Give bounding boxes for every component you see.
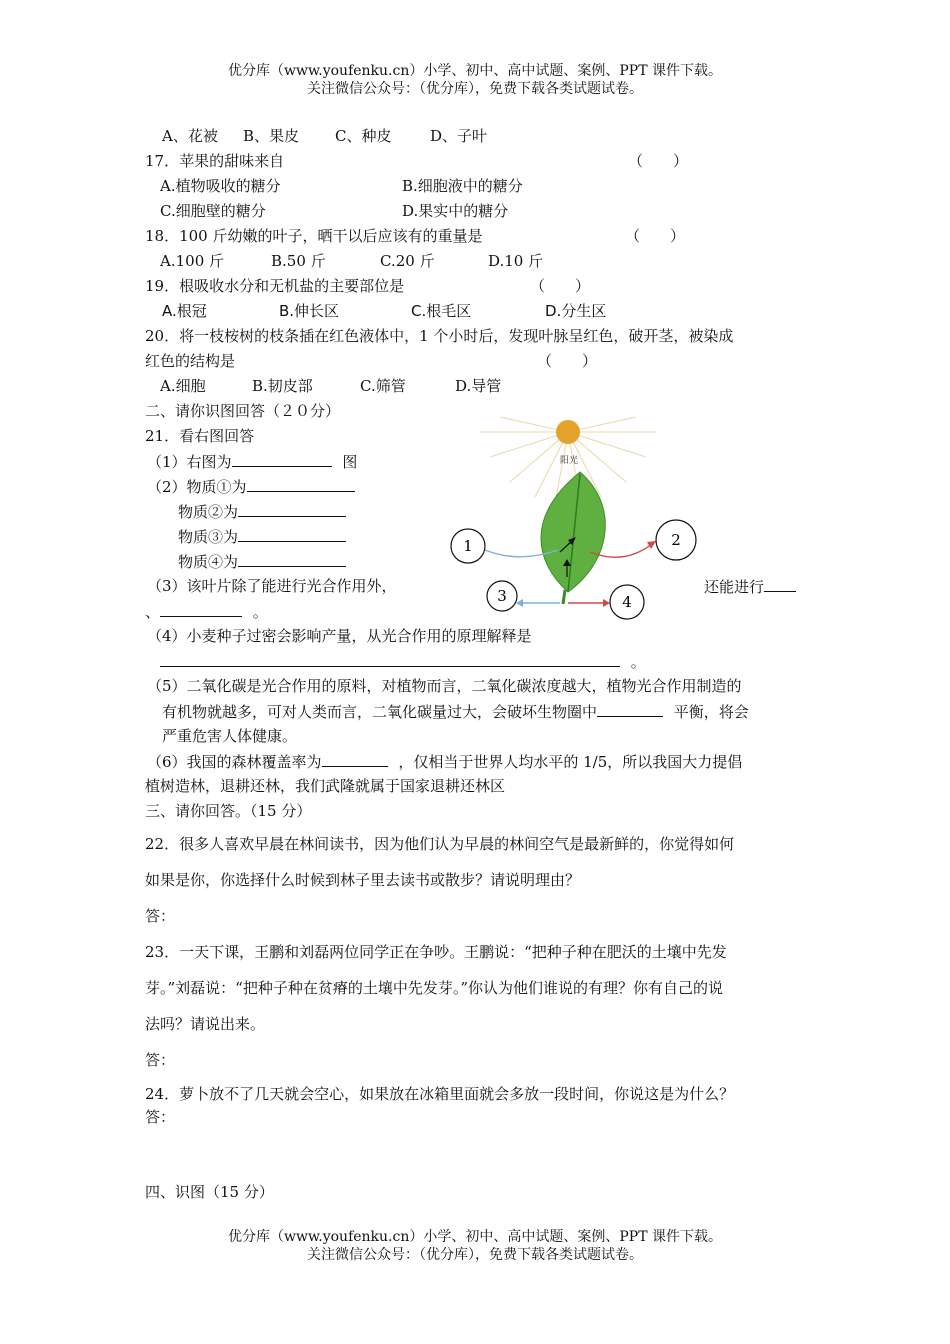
leaf-diagram (440, 412, 700, 622)
footer-line-1: 优分库（www.youfenku.cn）小学、初中、高中试题、案例、PPT 课件下载。 (227, 1229, 722, 1245)
q17-option-a: A.植物吸收的糖分 (160, 177, 281, 195)
q18-option-c: C.20 斤 (380, 252, 435, 270)
label-2: 2 (671, 531, 681, 549)
q21-part5-blank[interactable] (597, 701, 663, 717)
q19-option-b: B.伸长区 (279, 302, 340, 320)
q21-part1-suffix: 图 (342, 453, 358, 471)
q21-part2-a-label: （2）物质①为 (147, 478, 247, 496)
section-3-title: 三、请你回答。（15 分） (145, 802, 312, 820)
q21-part6-line1 (147, 751, 742, 772)
q21-part1-prefix: （1）右图为 (147, 453, 232, 471)
q21-part2-b-label: 物质②为 (178, 503, 239, 521)
arrow-3-head (516, 599, 523, 607)
q16-option-b: B、果皮 (243, 127, 300, 145)
label-4: 4 (622, 593, 632, 611)
q21-part5-line1: （5）二氧化碳是光合作用的原料，对植物而言，二氧化碳浓度越大，植物光合作用制造的 (147, 677, 742, 695)
q17-option-c: C.细胞壁的糖分 (160, 202, 266, 220)
q19-answer-paren: （ ） (530, 277, 591, 295)
q21-part3-cont (145, 601, 268, 622)
q21-part2-c-label: 物质③为 (178, 528, 239, 546)
q19-option-c: C.根毛区 (411, 302, 472, 320)
q21-part6-suffix: ，仅相当于世界人均水平的 1/5，所以我国大力提倡 (398, 753, 743, 771)
q19-option-a: A.根冠 (162, 302, 207, 320)
q21-part2-b-blank[interactable] (238, 501, 346, 517)
q21-part2-d-blank[interactable] (238, 551, 346, 567)
q22-line1: 22．很多人喜欢早晨在林间读书，因为他们认为早晨的林间空气是最新鲜的，你觉得如何 (145, 835, 735, 853)
q17-option-b: B.细胞液中的糖分 (402, 177, 523, 195)
header-line-2: 关注微信公众号：（优分库），免费下载各类试题试卷。 (307, 81, 643, 97)
q20-option-b: B.韧皮部 (252, 377, 313, 395)
q21-part2-d-label: 物质④为 (178, 553, 239, 571)
q19-option-d: D.分生区 (545, 302, 607, 320)
q18-stem: 18．100 斤幼嫩的叶子，晒干以后应该有的重量是 (145, 227, 483, 245)
q23-answer-label: 答： (145, 1051, 176, 1069)
q21-part5-line2 (162, 701, 749, 722)
q21-part3-blank-2[interactable] (160, 601, 242, 617)
arrow-2-head (647, 541, 656, 549)
q21-part5-suffix: 平衡，将会 (673, 703, 749, 721)
q22-answer-label: 答： (145, 907, 176, 925)
q21-part5-prefix: 有机物就越多，可对人类而言，二氧化碳量过大，会破坏生物圈中 (162, 703, 598, 721)
q21-part1 (147, 451, 357, 472)
section-2-title: 二、请你识图回答（２０分） (145, 402, 341, 420)
q19-stem: 19．根吸收水分和无机盐的主要部位是 (145, 277, 405, 295)
q17-stem: 17．苹果的甜味来自 (145, 152, 285, 170)
q18-option-b: B.50 斤 (271, 252, 326, 270)
q17-answer-paren: （ ） (628, 152, 689, 170)
q21-part3-end: 。 (252, 603, 268, 621)
q20-option-c: C.筛管 (360, 377, 406, 395)
q24-line1: 24．萝卜放不了几天就会空心，如果放在冰箱里面就会多放一段时间，你说这是为什么？ (145, 1085, 735, 1103)
leaf-diagram-svg (440, 412, 700, 622)
q21-part4-answer (160, 651, 646, 672)
header-line-1: 优分库（www.youfenku.cn）小学、初中、高中试题、案例、PPT 课件下载。 (227, 63, 722, 79)
q21-part4: （4）小麦种子过密会影响产量，从光合作用的原理解释是 (147, 627, 532, 645)
q21-part3-separator: 、 (145, 603, 161, 621)
label-3: 3 (497, 587, 507, 605)
q21-part2-c-blank[interactable] (238, 526, 346, 542)
q20-stem-line2: 红色的结构是 (145, 352, 236, 370)
q18-option-d: D.10 斤 (488, 252, 544, 270)
q23-line1: 23．一天下课，王鹏和刘磊两位同学正在争吵。王鹏说：“把种子种在肥沃的土壤中先发 (145, 943, 727, 961)
q21-part2-d (178, 551, 346, 572)
q20-option-a: A.细胞 (160, 377, 206, 395)
q16-option-a: A、花被 (162, 127, 218, 145)
q20-answer-paren: （ ） (537, 352, 598, 370)
leaf-icon (541, 472, 605, 592)
section-4-title: 四、识图（15 分） (145, 1183, 274, 1201)
q21-part5-line3: 严重危害人体健康。 (162, 727, 298, 745)
q21-part6-blank[interactable] (322, 751, 388, 767)
q17-option-d: D.果实中的糖分 (402, 202, 509, 220)
leaf-stem (563, 590, 565, 604)
arrow-4-head (603, 599, 610, 607)
q22-line2: 如果是你，你选择什么时候到林子里去读书或散步？请说明理由？ (145, 871, 581, 889)
q21-part4-end: 。 (630, 653, 646, 671)
q16-option-c: C、种皮 (335, 127, 392, 145)
q21-part6-line2: 植树造林，退耕还林，我们武隆就属于国家退耕还林区 (145, 777, 506, 795)
label-1: 1 (463, 537, 473, 555)
footer-line-2: 关注微信公众号：（优分库），免费下载各类试题试卷。 (307, 1247, 643, 1263)
sun-label: 阳光 (560, 456, 579, 466)
q21-part6-prefix: （6）我国的森林覆盖率为 (147, 753, 322, 771)
q24-answer-label: 答： (145, 1108, 176, 1126)
q20-option-d: D.导管 (455, 377, 502, 395)
q23-line2: 芽。”刘磊说：“把种子种在贫瘠的土壤中先发芽。”你认为他们谁说的有理？你有自己的说 (145, 979, 724, 997)
q21-stem: 21．看右图回答 (145, 427, 255, 445)
sun-icon (556, 420, 580, 444)
q18-answer-paren: （ ） (625, 227, 686, 245)
q21-part1-blank[interactable] (232, 451, 332, 467)
q23-line3: 法吗？请说出来。 (145, 1015, 266, 1033)
q21-part3-mid-text: 还能进行 (704, 578, 765, 596)
q18-option-a: A.100 斤 (160, 252, 224, 270)
q21-part2-a (147, 476, 355, 497)
q21-part2-c (178, 526, 346, 547)
q21-part3-blank-1[interactable] (764, 576, 796, 592)
q21-part3-mid (704, 576, 796, 597)
q16-option-d: D、子叶 (430, 127, 488, 145)
q20-stem-line1: 20．将一枝桉树的枝条插在红色液体中，1 个小时后，发现叶脉呈红色，破开茎，被染成 (145, 327, 734, 345)
q21-part2-a-blank[interactable] (247, 476, 355, 492)
q21-part3-prefix: （3）该叶片除了能进行光合作用外， (147, 577, 397, 595)
q21-part4-blank[interactable] (160, 651, 620, 667)
q21-part2-b (178, 501, 346, 522)
